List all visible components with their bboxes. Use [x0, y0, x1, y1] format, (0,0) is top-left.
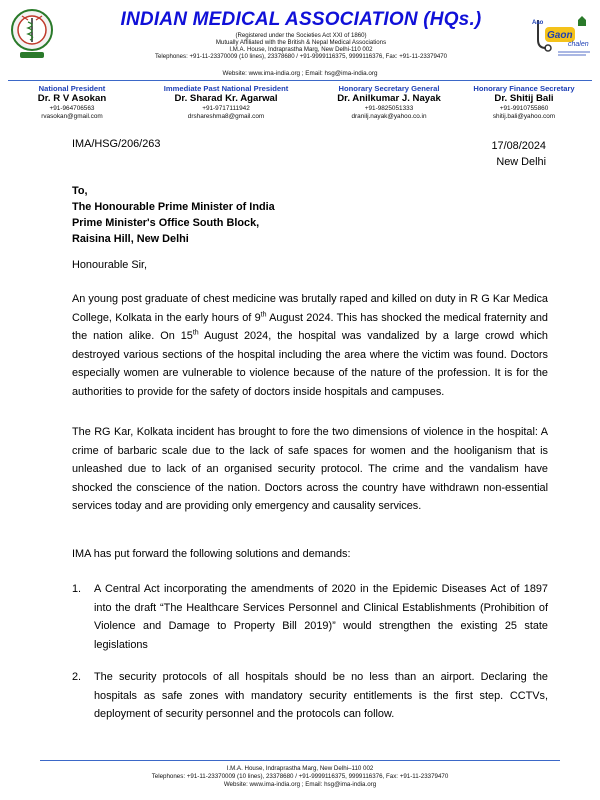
- date-place: [491, 138, 546, 170]
- officer-email: rvasokan@gmail.com: [41, 112, 103, 120]
- officer-finance-secretary: [454, 84, 594, 120]
- officer-email: dranilj.nayak@yahoo.co.in: [351, 112, 427, 120]
- ordinal-suffix: th: [260, 310, 267, 318]
- svg-text:Aao: Aao: [532, 20, 544, 26]
- ordinal-suffix: th: [192, 329, 199, 337]
- ima-emblem-icon: [8, 6, 56, 62]
- officer-phone: +91-9825051333: [364, 105, 414, 112]
- letter-date: 17/08/2024: [491, 140, 546, 152]
- footer-divider: [40, 760, 560, 761]
- officer-role: National President: [38, 84, 106, 93]
- officer-name: Dr. Sharad Kr. Agarwal: [174, 93, 278, 104]
- officer-secretary-general: [318, 84, 460, 120]
- officer-past-president: [142, 84, 310, 120]
- officer-email: drshareshma8@gmail.com: [187, 112, 265, 120]
- letter-place: New Delhi: [496, 156, 546, 168]
- svg-text:Gaon: Gaon: [547, 30, 573, 41]
- aao-gaon-chalen-logo: [528, 14, 594, 58]
- website-email-line: Website: www.ima-india.org ; Email: hsg@ima-india.org: [222, 70, 378, 77]
- recipient-line: Prime Minister's Office South Block,: [72, 217, 260, 229]
- demand-number: 1.: [72, 583, 82, 595]
- demand-item: [72, 580, 548, 654]
- demand-text: A Central Act incorporating the amendments of 2020 in the Epidemic Diseases Act of 1897 into the draft “The Healthcare Services Personnel and Clinical Establishments (Prohibition of Violence and Damage to Property Bill 2019)” would strengthen the existing 25 state legislations: [94, 583, 548, 651]
- recipient-line: Raisina Hill, New Delhi: [72, 233, 189, 245]
- officer-national-president: [8, 84, 136, 120]
- officer-email: shitij.bali@yahoo.com: [492, 112, 556, 120]
- paragraph-text: August 2024, the hospital was vandalized by a large crowd which destroyed various sections of the hospital including the area where the victim was found. Doctors especially women are vulnerable to violence because of the nature of the profession. It is for the authorities to provide for the safety of doctors inside hospitals and campuses.: [72, 330, 548, 398]
- officer-name: Dr. Anilkumar J. Nayak: [337, 93, 441, 104]
- officer-role: Immediate Past National President: [163, 84, 289, 93]
- officer-name: Dr. Shitij Bali: [494, 93, 554, 104]
- footer-telephone: Telephones: +91-11-23370009 (10 lines), 23378680 / +91-9999116375, 9999116376, Fax: +91-11-23379470: [151, 773, 449, 780]
- header-divider: [8, 80, 592, 81]
- footer-address: I.M.A. House, Indraprastha Marg, New Delhi–110 002: [226, 765, 374, 772]
- recipient-line: The Honourable Prime Minister of India: [72, 201, 275, 213]
- officers-row: [8, 84, 592, 124]
- footer-website: Website: www.ima-india.org ; Email: hsg@ima-india.org: [223, 781, 377, 788]
- officer-phone: +91-9910755860: [499, 105, 549, 112]
- officer-role: Honorary Secretary General: [338, 84, 440, 93]
- affiliation-line: Mutually Affiliated with the British & Nepal Medical Associations: [215, 39, 387, 46]
- paragraph-text: An young post graduate of chest medicine was brutally raped and killed on duty in R G Kar Medica College, Kolkata in the early hours of 9: [72, 293, 548, 324]
- recipient-address: [72, 183, 548, 247]
- org-name: INDIAN MEDICAL ASSOCIATION (HQs.): [120, 9, 482, 30]
- demand-item: [72, 668, 548, 724]
- paragraph-2: The RG Kar, Kolkata incident has brought to fore the two dimensions of violence in the hospital: A crime of barbaric scale due to the lack of safe spaces for women and the hooliganism that is unleashed due to lack of an organised security protocol. The crime and the vandalism have shocked the conscience of the nation. Doctors across the country have withdrawn non-essential services today and are providing only emergency and causality services.: [72, 426, 548, 512]
- demand-number: 2.: [72, 671, 82, 683]
- address-line: I.M.A. House, Indraprastha Marg, New Delhi-110 002: [229, 46, 373, 53]
- to-line: To,: [72, 185, 88, 197]
- paragraph-1: [72, 290, 548, 401]
- svg-text:chalen: chalen: [568, 41, 589, 48]
- officer-phone: +91-9717111942: [202, 105, 250, 112]
- officer-name: Dr. R V Asokan: [37, 93, 107, 104]
- telephone-line: Telephones: +91-11-23370009 (10 lines), 23378680 / +91-9999116375, 9999116376, Fax: +91-11-23379470: [154, 53, 448, 60]
- paragraph-3: IMA has put forward the following solutions and demands:: [72, 548, 351, 560]
- paragraph-text: August 2024. This has shocked the medical fraternity and the nation alike. On 15: [72, 311, 548, 342]
- officer-role: Honorary Finance Secretary: [473, 84, 575, 93]
- officer-phone: +91-964706563: [49, 105, 95, 112]
- demand-text: The security protocols of all hospitals should be no less than an airport. Declaring the hospitals as safe zones with mandatory security entitlements is the first step. CCTVs, deployment of security personnel and the protocols can follow.: [94, 671, 548, 720]
- registration-line: (Registered under the Societies Act XXI of 1860): [235, 32, 367, 39]
- reference-number: IMA/HSG/206/263: [72, 138, 161, 150]
- salutation: Honourable Sir,: [72, 259, 148, 271]
- letterhead: [0, 0, 600, 82]
